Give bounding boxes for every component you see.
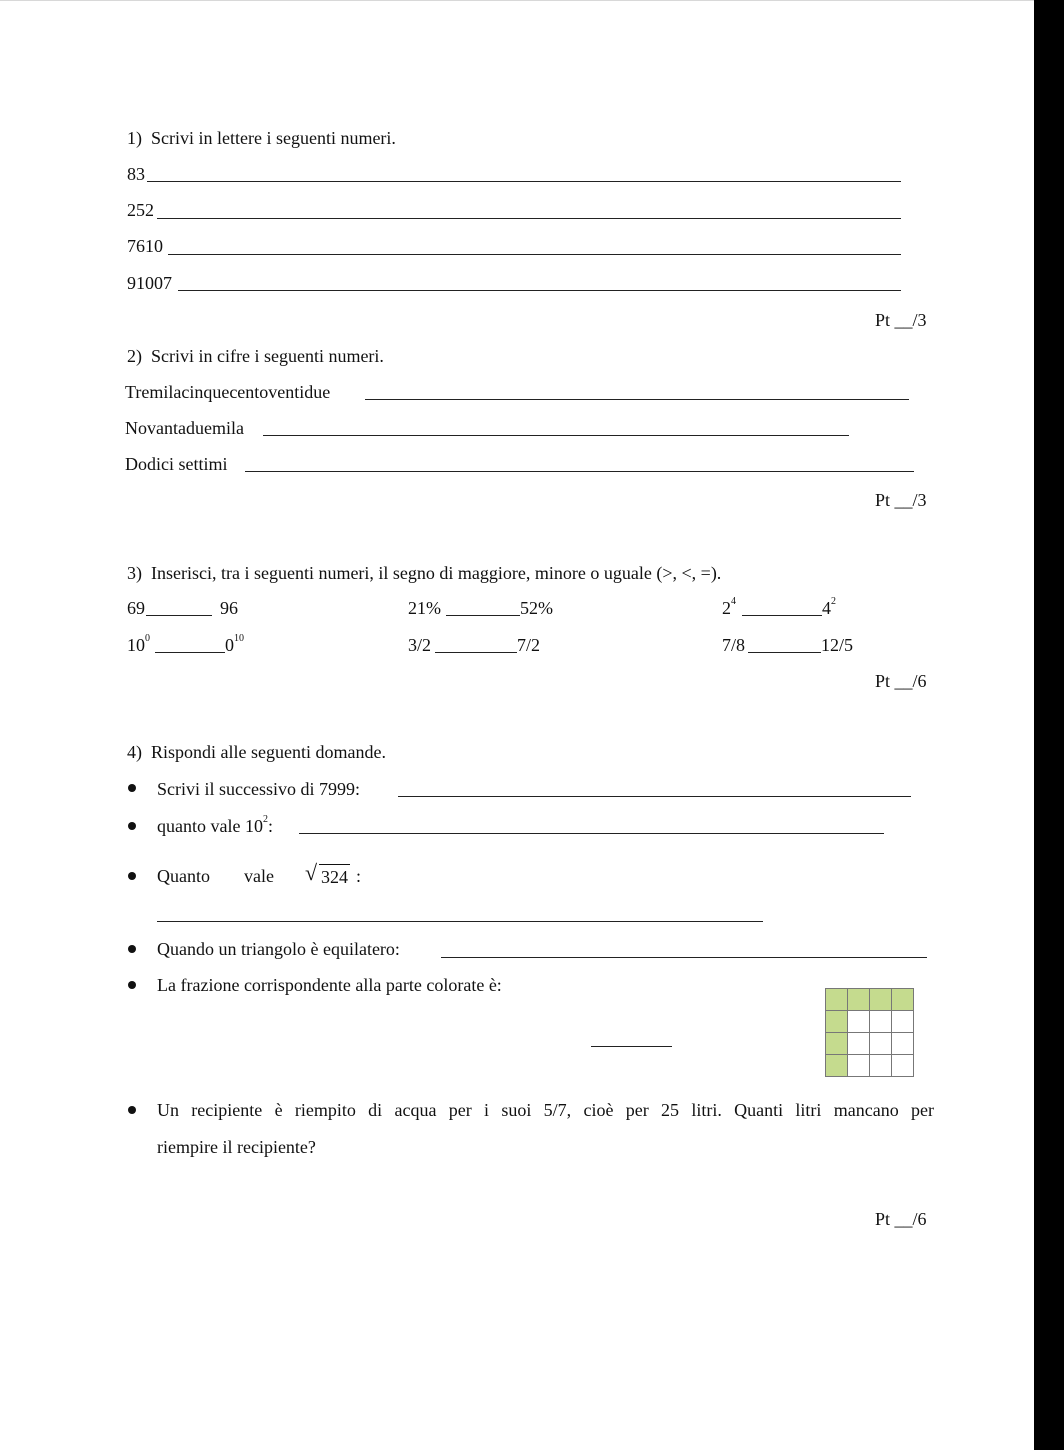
q1-answer-3[interactable]: [168, 254, 901, 255]
q1-item-3: 7610: [127, 236, 163, 256]
q3-r1-b-blank[interactable]: [446, 615, 520, 616]
q3-r2-c-right: 12/5: [821, 635, 854, 655]
sqrt-radicand: 324: [319, 864, 350, 886]
q3-title: 3) Inserisci, tra i seguenti numeri, il segno di maggiore, minore o uguale (>, <, =).: [127, 563, 722, 583]
grid-cell: [870, 1033, 892, 1055]
q1-item-4: 91007: [127, 273, 172, 293]
grid-cell-shaded: [826, 1055, 848, 1077]
sqrt-icon: √: [305, 860, 318, 885]
q4-b1-answer[interactable]: [398, 796, 911, 797]
q4-b6-line-2: riempire il recipiente?: [157, 1137, 316, 1157]
q3-r1-a-right: 96: [220, 598, 238, 618]
bullet-icon: [128, 945, 136, 953]
q3-r2-c-blank[interactable]: [748, 652, 821, 653]
q2-score: Pt __/3: [875, 490, 927, 510]
q3-score: Pt __/6: [875, 671, 927, 691]
bullet-icon: [128, 784, 136, 792]
q4-b5-text: La frazione corrispondente alla parte colorate è:: [157, 975, 502, 995]
q2-item-3: Dodici settimi: [125, 454, 228, 474]
q3-r1-b-right: 52%: [520, 598, 553, 618]
grid-cell-shaded: [826, 1011, 848, 1033]
q2-item-2: Novantaduemila: [125, 418, 244, 438]
q2-answer-1[interactable]: [365, 399, 909, 400]
q3-r2-a-blank[interactable]: [155, 652, 225, 653]
q4-b3-word-2: vale: [244, 866, 274, 886]
q4-b4-text: Quando un triangolo è equilatero:: [157, 939, 400, 959]
bullet-icon: [128, 872, 136, 880]
q3-r1-a-blank[interactable]: [146, 615, 212, 616]
q2-title: 2) Scrivi in cifre i seguenti numeri.: [127, 346, 384, 366]
q4-b3-colon: :: [356, 866, 362, 886]
q1-answer-2[interactable]: [157, 218, 901, 219]
q1-title: 1) Scrivi in lettere i seguenti numeri.: [127, 128, 396, 148]
q1-answer-4[interactable]: [178, 290, 901, 291]
bullet-icon: [128, 1106, 136, 1114]
q4-b6-line-1: Un recipiente è riempito di acqua per i suoi 5/7, cioè per 25 litri. Quanti litri mancano per: [157, 1100, 934, 1120]
q4-b2-answer[interactable]: [299, 833, 884, 834]
q2-answer-3[interactable]: [245, 471, 914, 472]
grid-cell-shaded: [826, 1033, 848, 1055]
grid-cell: [892, 1033, 914, 1055]
grid-cell-shaded: [848, 989, 870, 1011]
grid-cell-shaded: [892, 989, 914, 1011]
q3-r1-b-left: 21%: [408, 598, 441, 618]
q4-score: Pt __/6: [875, 1209, 927, 1229]
grid-cell: [892, 1055, 914, 1077]
q3-r1-a-left: 69: [127, 598, 145, 618]
q3-r2-b-left: 3/2: [408, 635, 432, 655]
q3-r2-a-left: $10^0$: [127, 633, 150, 655]
q2-answer-2[interactable]: [263, 435, 849, 436]
q1-answer-1[interactable]: [147, 181, 901, 182]
q3-r2-c-left: 7/8: [722, 635, 746, 655]
bullet-icon: [128, 981, 136, 989]
grid-cell-shaded: [870, 989, 892, 1011]
q1-score: Pt __/3: [875, 310, 927, 330]
grid-cell-shaded: [826, 989, 848, 1011]
fraction-grid: [825, 988, 914, 1077]
q3-r2-a-right: $0^{10}$: [225, 633, 244, 655]
grid-cell: [870, 1055, 892, 1077]
grid-cell: [892, 1011, 914, 1033]
q4-b3-word-1: Quanto: [157, 866, 210, 886]
q4-b5-answer[interactable]: [591, 1046, 672, 1047]
q4-b4-answer[interactable]: [441, 957, 927, 958]
q3-r1-c-left: $2^4$: [722, 596, 736, 618]
grid-cell: [870, 1011, 892, 1033]
q2-item-1: Tremilacinquecentoventidue: [125, 382, 331, 402]
grid-cell: [848, 1011, 870, 1033]
q1-item-2: 252: [127, 200, 154, 220]
q4-b3-answer[interactable]: [157, 921, 763, 922]
q3-r1-c-blank[interactable]: [742, 615, 822, 616]
q4-b1-text: Scrivi il successivo di 7999:: [157, 779, 360, 799]
q1-item-1: 83: [127, 164, 145, 184]
q4-title: 4) Rispondi alle seguenti domande.: [127, 742, 386, 762]
q3-r2-b-blank[interactable]: [435, 652, 517, 653]
viewer-edge: [1034, 0, 1064, 1450]
grid-cell: [848, 1055, 870, 1077]
q4-b2-text: quanto vale $10^2$:: [157, 814, 273, 836]
q3-r2-b-right: 7/2: [517, 635, 541, 655]
bullet-icon: [128, 822, 136, 830]
q3-r1-c-right: $4^2$: [822, 596, 836, 618]
grid-cell: [848, 1033, 870, 1055]
page-top-border: [0, 0, 1034, 1]
